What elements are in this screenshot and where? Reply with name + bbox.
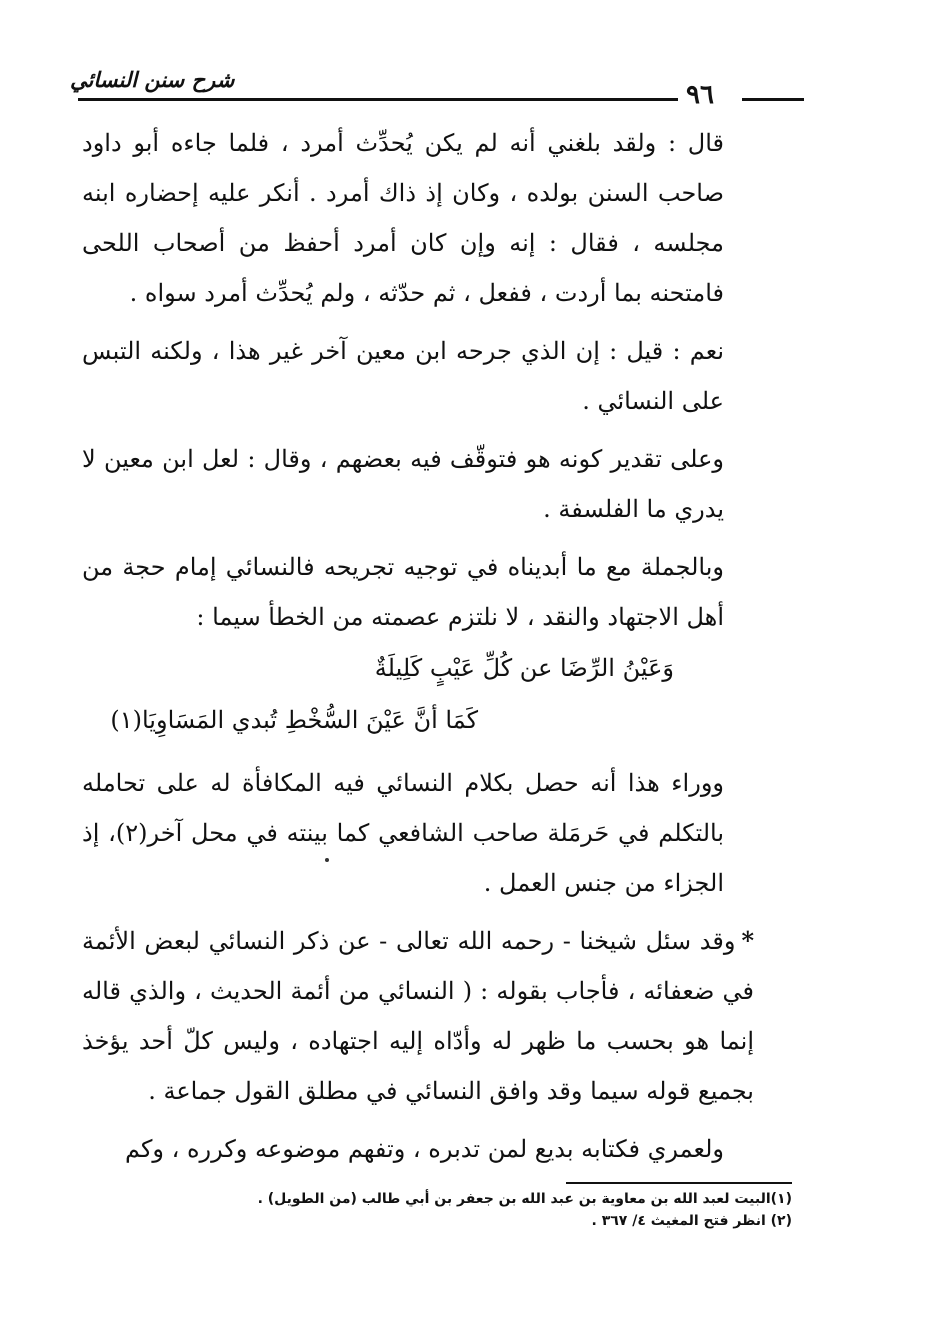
footnote: (١)البيت لعبد الله بن معاوية بن عبد الله بن جعفر بن أبي طالب (من الطويل) .: [257, 1191, 792, 1207]
paragraph: وبالجملة مع ما أبديناه في توجيه تجريحه فالنسائي إمام حجة من أهل الاجتهاد والنقد ، لا نلتزم عصمته من الخطأ سيما :: [82, 553, 724, 631]
verse-line-first: وَعَيْنُ الرِّضَا عن كُلِّ عَيْبٍ كَلِيلَةٌ: [374, 654, 674, 682]
book-title: شرح سنن النسائي: [70, 68, 235, 92]
page-number: ٩٦: [686, 80, 714, 110]
bullet-paragraph: [82, 916, 754, 1116]
star-bullet: *: [741, 926, 754, 955]
header-rule: [78, 98, 678, 101]
body-text: [82, 118, 754, 1182]
header-rule-short: [742, 98, 804, 101]
bullet-paragraph-text: وقد سئل شيخنا - رحمه الله تعالى - عن ذكر النسائي لبعض الأئمة في ضعفائه ، فأجاب بقوله : ( النسائي من أئمة الحديث ، والذي قاله إنما هو بحسب ما ظهر له وأدّاه إليه اجتهاده ، وليس كلّ أحد يؤخذ بجميع قوله سيما وقد وافق النسائي في مطلق القول جماعة .: [82, 927, 754, 1105]
paragraph: قال : ولقد بلغني أنه لم يكن يُحدِّث أمرد ، فلما جاءه أبو داود صاحب السنن بولده ، وكان إذ ذاك أمرد . أنكر عليه إحضاره ابنه مجلسه ، فقال : إنه وإن كان أمرد أحفظ من أصحاب اللحى فامتحنه بما أردت ، ففعل ، ثم حدّثه ، ولم يُحدِّث أمرد سواه .: [82, 129, 724, 307]
scan-speck: [325, 858, 329, 862]
paragraph: نعم : قيل : إن الذي جرحه ابن معين آخر غير هذا ، ولكنه التبس على النسائي .: [82, 337, 724, 415]
footnote: (٢) انظر فتح المغيث ٤/ ٣٦٧ .: [591, 1213, 792, 1229]
page-header: [70, 66, 802, 110]
paragraph-continued: ولعمري فكتابه بديع لمن تدبره ، وتفهم موضوعه وكرره ، وكم: [124, 1135, 724, 1163]
verse-line-second: كَمَا أنَّ عَيْنَ السُّخْطِ تُبدي المَسَاوِيَا(١): [110, 706, 478, 734]
footnote-separator: [566, 1182, 792, 1184]
paragraph: وعلى تقدير كونه هو فتوقّف فيه بعضهم ، وقال : لعل ابن معين لا يدري ما الفلسفة .: [82, 445, 724, 523]
footnotes: [257, 1188, 792, 1232]
paragraph: ووراء هذا أنه حصل بكلام النسائي فيه المكافأة له على تحامله بالتكلم في حَرمَلة صاحب الشافعي كما بينته في محل آخر(٢)، إذ الجزاء من جنس العمل .: [82, 769, 724, 897]
